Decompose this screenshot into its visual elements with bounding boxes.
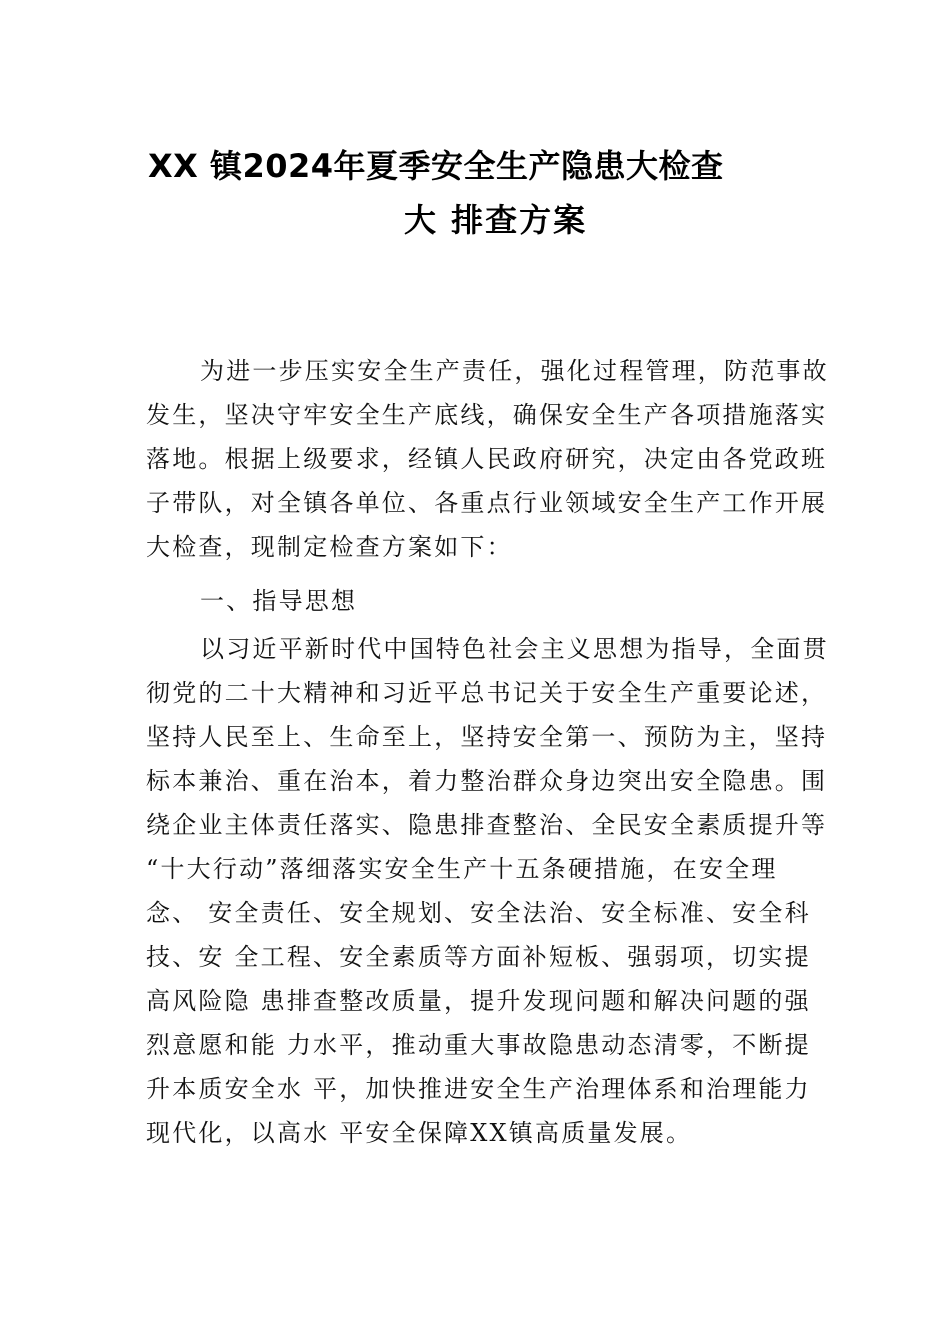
section-paragraph-line: 技、安 全工程、安全素质等方面补短板、强弱项，切实提 (146, 943, 811, 971)
section-paragraph-line: 坚持人民至上、生命至上，坚持安全第一、预防为主，坚持 (146, 723, 828, 751)
intro-paragraph-line: 子带队，对全镇各单位、各重点行业领域安全生产工作开展 (146, 489, 828, 517)
section-paragraph-line: 绕企业主体责任落实、隐患排查整治、全民安全素质提升等 (146, 811, 828, 839)
title-line: 大 排查方案 (404, 201, 588, 239)
section-paragraph-line: 彻党的二十大精神和习近平总书记关于安全生产重要论述， (146, 679, 828, 707)
section-paragraph-line: “十大行动”落细落实安全生产十五条硬措施，在安全理 (146, 855, 778, 883)
section-paragraph-line: 现代化，以高水 平安全保障XX镇高质量发展。 (146, 1119, 693, 1147)
intro-paragraph-line: 落地。根据上级要求，经镇人民政府研究，决定由各党政班 (146, 445, 828, 473)
section-paragraph-line: 烈意愿和能 力水平，推动重大事故隐患动态清零，不断提 (146, 1031, 811, 1059)
section-paragraph-line: 升本质安全水 平，加快推进安全生产治理体系和治理能力 (146, 1075, 811, 1103)
section-paragraph-line: 高风险隐 患排查整改质量，提升发现问题和解决问题的强 (146, 987, 811, 1015)
intro-paragraph-line: 发生，坚决守牢安全生产底线，确保安全生产各项措施落实 (146, 401, 828, 429)
intro-paragraph-line: 为进一步压实安全生产责任，强化过程管理，防范事故 (200, 357, 829, 385)
title-line: XX 镇2024年夏季安全生产隐患大检查 (148, 147, 724, 185)
section-paragraph-line: 以习近平新时代中国特色社会主义思想为指导，全面贯 (200, 635, 829, 663)
intro-paragraph-line: 大检查，现制定检查方案如下： (146, 533, 513, 561)
section-heading: 一、指导思想 (200, 587, 358, 615)
section-paragraph-line: 标本兼治、重在治本，着力整治群众身边突出安全隐患。围 (146, 767, 828, 795)
section-paragraph-line: 念、 安全责任、安全规划、安全法治、安全标准、安全科 (146, 899, 811, 927)
